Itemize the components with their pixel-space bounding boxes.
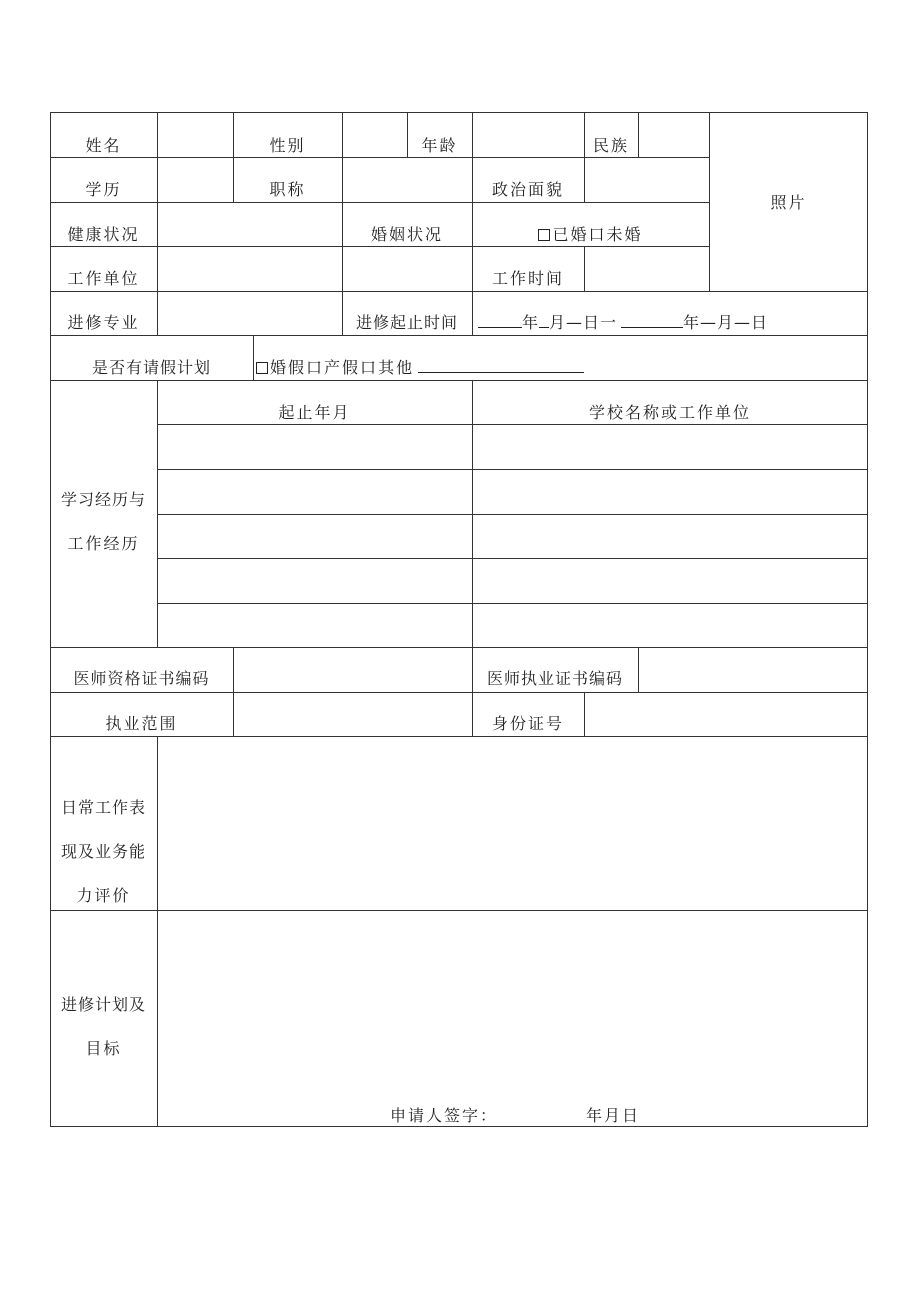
plan-field[interactable] [158,911,868,1096]
name-label: 姓名 [85,136,122,155]
leave-options [256,358,856,378]
period-year-1: 年 [522,313,540,332]
history-label-line2: 工作经历 [67,534,140,553]
history-row-1-period[interactable] [158,425,472,469]
signature-date-label: 年月日 [586,1106,641,1125]
qualification-cert-label: 医师资格证书编码 [73,669,210,688]
history-label-line1: 学习经历与 [60,490,146,509]
row-divider [50,202,710,203]
col-divider [253,335,254,380]
row-divider [50,335,868,336]
health-label: 健康状况 [67,225,140,244]
leave-separator: 口 [306,358,325,377]
option-separator: 口 [588,225,607,244]
end-year-blank[interactable] [621,313,683,328]
photo-label: 照片 [770,193,807,212]
evaluation-label-line1: 日常工作表 [60,798,146,817]
start-month-blank[interactable] [539,313,549,328]
title-label: 职称 [269,180,306,199]
marital-label: 婚姻状况 [370,225,443,244]
ethnicity-field[interactable] [639,113,709,157]
employer-label: 工作单位 [67,269,140,288]
education-label: 学历 [85,180,122,199]
option-unmarried: 未婚 [606,225,643,244]
plan-label-line1: 进修计划及 [60,995,146,1014]
checkbox-marriage-leave[interactable] [256,362,268,374]
political-label: 政治面貌 [491,180,564,199]
health-field[interactable] [158,203,342,246]
signature-label: 申请人签字： [390,1106,499,1125]
id-number-field[interactable] [585,693,868,736]
marital-options [472,225,709,245]
history-row-3-school[interactable] [473,515,868,558]
title-field[interactable] [343,158,472,202]
history-row-1-school[interactable] [473,425,868,469]
id-number-label: 身份证号 [491,714,564,733]
history-row-4-period[interactable] [158,559,472,603]
history-col-period: 起止年月 [278,403,351,422]
major-label: 进修专业 [67,313,140,332]
name-field[interactable] [158,113,233,157]
history-row-5-school[interactable] [473,604,868,647]
gender-field[interactable] [343,113,407,157]
plan-label-line2: 目标 [85,1039,122,1058]
history-row-5-period[interactable] [158,604,472,647]
age-field[interactable] [473,113,584,157]
leave-plan-label: 是否有请假计划 [91,358,211,377]
major-field[interactable] [158,292,342,335]
checkbox-married[interactable] [538,229,550,241]
history-row-2-school[interactable] [473,470,868,514]
leave-other: 其他 [378,358,415,377]
start-year-blank[interactable] [478,313,522,328]
work-time-field[interactable] [585,247,709,291]
evaluation-label-line2: 现及业务能 [60,842,146,861]
leave-other-blank[interactable] [418,358,584,373]
period-value [478,313,866,333]
leave-maternity: 产假 [324,358,361,377]
age-label: 年龄 [421,136,458,155]
qualification-cert-field[interactable] [234,648,472,692]
education-field[interactable] [158,158,233,202]
political-field[interactable] [585,158,709,202]
evaluation-field[interactable] [158,737,868,910]
history-col-school: 学校名称或工作单位 [588,403,751,422]
evaluation-label-line3: 力评价 [76,886,131,905]
gender-label: 性别 [269,136,306,155]
employer-field[interactable] [158,247,472,291]
period-label: 进修起止时间 [355,313,458,332]
history-row-3-period[interactable] [158,515,472,558]
work-time-label: 工作时间 [491,269,564,288]
history-row-2-period[interactable] [158,470,472,514]
practice-scope-field[interactable] [234,693,472,736]
period-year-2: 年—月—日 [683,313,769,332]
practice-scope-label: 执业范围 [105,714,178,733]
history-row-4-school[interactable] [473,559,868,603]
leave-marriage: 婚假 [270,358,307,377]
ethnicity-label: 民族 [592,136,629,155]
leave-separator: 口 [360,358,379,377]
row-divider [50,380,868,381]
period-month-day-1: 月—日一 [549,313,618,332]
practice-cert-label: 医师执业证书编码 [486,669,623,688]
practice-cert-field[interactable] [639,648,868,692]
option-married: 已婚 [552,225,589,244]
